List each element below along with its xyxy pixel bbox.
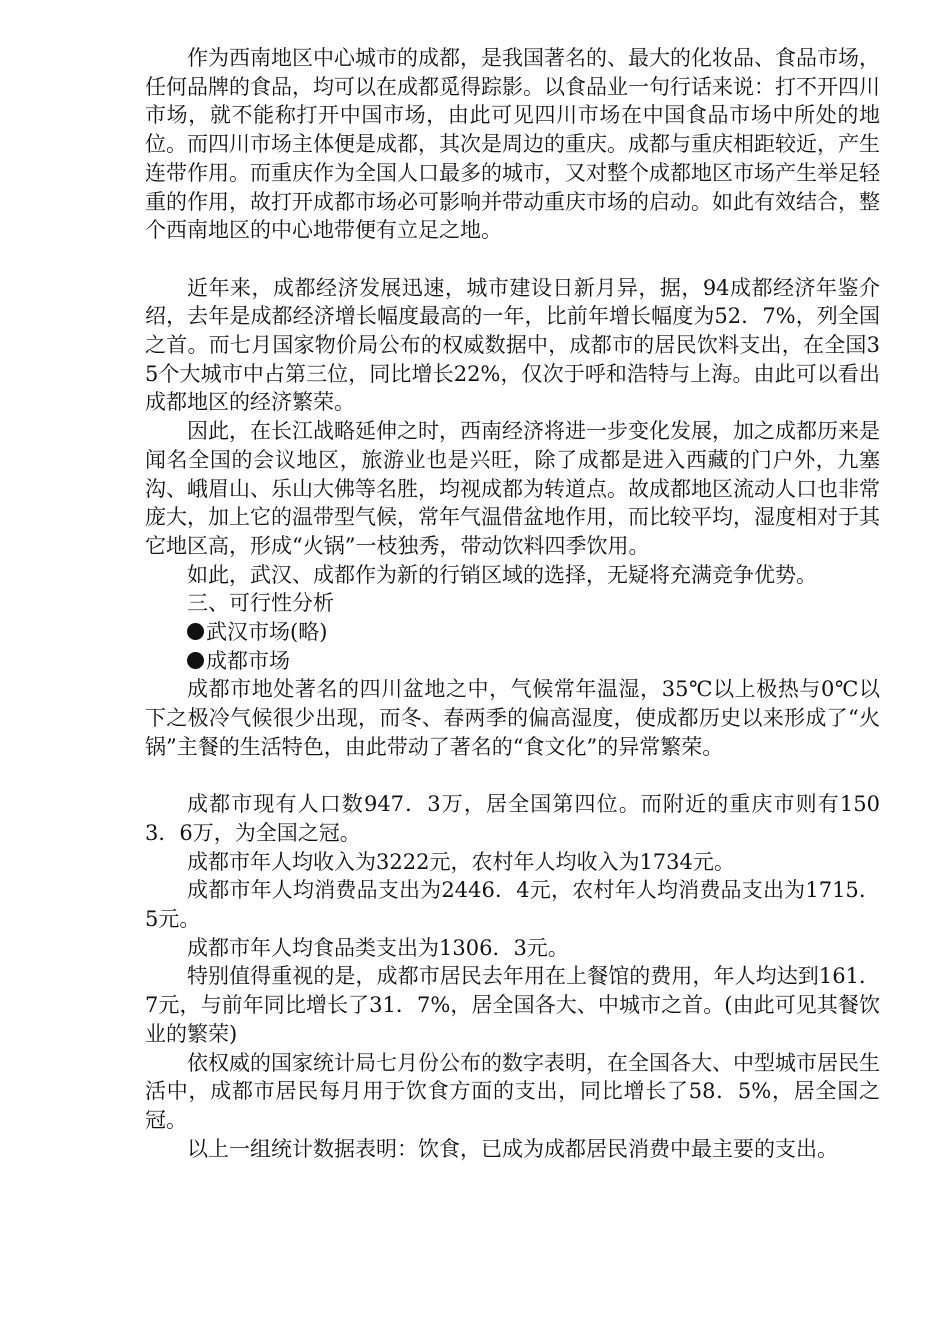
paragraph-income: 成都市年人均收入为3222元，农村年人均收入为1734元。 xyxy=(187,849,735,874)
paragraph-regional-development: 因此，在长江战略延伸之时，西南经济将进一步变化发展，加之成都历来是闻名全国的会议地区，旅游业也是兴旺，除了成都是进入西藏的门户外，九塞沟、峨眉山、乐山大佛等名胜，均视成都为转道点。故成都地区流动人口也非常庞大，加上它的温带型气候，常年气温借盆地作用，而比较平均，湿度相对于其它地区高，形成“火锅”一枝独秀，带动饮料四季饮用。 xyxy=(145,419,880,558)
section-heading-feasibility: 三、可行性分析 xyxy=(187,591,334,616)
paragraph-economic-growth: 近年来，成都经济发展迅速，城市建设日新月异，据，94成都经济年鉴介绍，去年是成都经济增长幅度最高的一年，比前年增长幅度为52．7%，列全国之首。而七月国家物价局公布的权威数据中，成都市的居民饮料支出，在全国35个大城市中占第三位，同比增长22%，仅次于呼和浩特与上海。由此可以看出成都地区的经济繁荣。 xyxy=(145,275,880,415)
paragraph-climate-food-culture: 成都市地处著名的四川盆地之中，气候常年温湿，35℃以上极热与0℃以下之极冷气候很少出现，而冬、春两季的偏高湿度，使成都历史以来形成了“火锅”主餐的生活特色，由此带动了著名的“食文化”的异常繁荣。 xyxy=(145,677,880,759)
paragraph-competitive-advantage: 如此，武汉、成都作为新的行销区域的选择，无疑将充满竞争优势。 xyxy=(187,562,817,587)
bullet-item-wuhan xyxy=(145,618,880,647)
bullet-icon xyxy=(187,623,204,640)
document-page xyxy=(145,44,880,1163)
paragraph-chengdu-market-position: 作为西南地区中心城市的成都，是我国著名的、最大的化妆品、食品市场，任何品牌的食品，均可以在成都觅得踪影。以食品业一句行话来说：打不开四川市场，就不能称打开中国市场，由此可见四川市场在中国食品市场中所处的地位。而四川市场主体便是成都，其次是周边的重庆。成都与重庆相距较近，产生连带作用。而重庆作为全国人口最多的城市，又对整个成都地区市场产生举足轻重的作用，故打开成都市场必可影响并带动重庆市场的启动。如此有效结合，整个西南地区的中心地带便有立足之地。 xyxy=(145,46,880,243)
bullet-icon xyxy=(187,652,204,669)
paragraph-statistics-bureau: 依权威的国家统计局七月份公布的数字表明，在全国各大、中型城市居民生活中，成都市居民每月用于饮食方面的支出，同比增长了58．5%，居全国之冠。 xyxy=(145,1050,880,1132)
paragraph-food-spending: 成都市年人均食品类支出为1306．3元。 xyxy=(187,935,569,960)
paragraph-consumer-spending: 成都市年人均消费品支出为2446．4元，农村年人均消费品支出为1715．5元。 xyxy=(145,878,880,932)
bullet-label-chengdu: 成都市场 xyxy=(206,648,290,673)
paragraph-restaurant-spending: 特别值得重视的是，成都市居民去年用在上餐馆的费用，年人均达到161．7元，与前年同比增长了31．7%，居全国各大、中城市之首。(由此可见其餐饮业的繁荣) xyxy=(145,964,880,1046)
bullet-label-wuhan: 武汉市场(略) xyxy=(206,620,328,645)
bullet-item-chengdu xyxy=(145,647,880,676)
paragraph-conclusion: 以上一组统计数据表明：饮食，已成为成都居民消费中最主要的支出。 xyxy=(187,1136,838,1161)
paragraph-population: 成都市现有人口数947．3万，居全国第四位。而附近的重庆市则有1503．6万，为全国之冠。 xyxy=(145,792,880,845)
